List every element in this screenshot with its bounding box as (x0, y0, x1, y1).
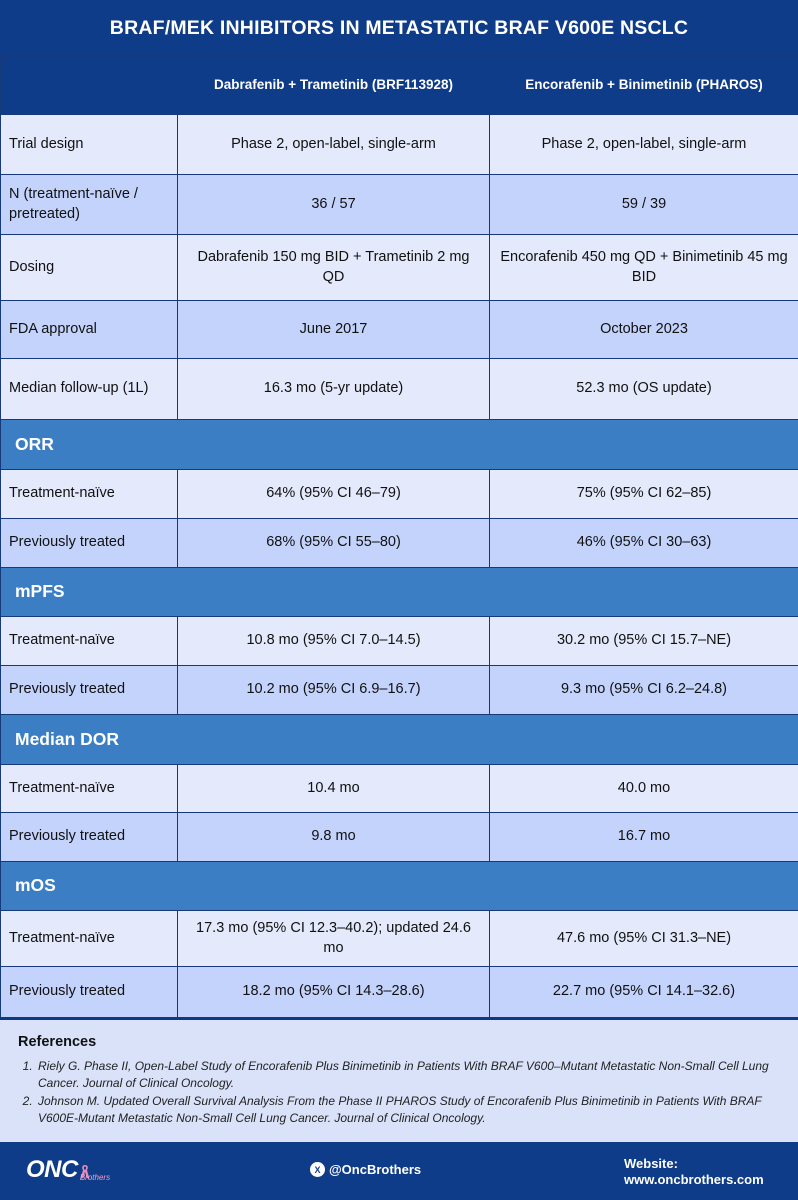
cell-value: Dabrafenib 150 mg BID + Trametinib 2 mg QD (178, 235, 490, 301)
cell-value: 46% (95% CI 30–63) (490, 519, 798, 568)
table-header-row (1, 57, 798, 115)
logo-text: ONC (26, 1156, 78, 1183)
cell-value: 30.2 mo (95% CI 15.7–NE) (490, 617, 798, 666)
cell-value: 10.2 mo (95% CI 6.9–16.7) (178, 666, 490, 715)
row-label: Treatment-naïve (1, 470, 178, 519)
section-header-mpfs (1, 568, 798, 617)
section-title: mOS (1, 862, 798, 911)
cell-value: 47.6 mo (95% CI 31.3–NE) (490, 911, 798, 967)
table-row (1, 967, 798, 1018)
cell-value: 36 / 57 (178, 175, 490, 235)
table-row (1, 765, 798, 813)
cell-value: 16.3 mo (5-yr update) (178, 359, 490, 420)
row-label: Previously treated (1, 519, 178, 568)
row-label: Dosing (1, 235, 178, 301)
table-row (1, 470, 798, 519)
table-row (1, 666, 798, 715)
social-handle-link[interactable] (310, 1162, 421, 1177)
cell-value: 16.7 mo (490, 813, 798, 862)
section-title: mPFS (1, 568, 798, 617)
references-block (0, 1020, 798, 1142)
footer-bar (0, 1142, 798, 1200)
table-row (1, 301, 798, 359)
cell-value: 40.0 mo (490, 765, 798, 813)
cell-value: 52.3 mo (OS update) (490, 359, 798, 420)
table-row (1, 911, 798, 967)
cell-value: 17.3 mo (95% CI 12.3–40.2); updated 24.6 mo (178, 911, 490, 967)
references-list (18, 1058, 780, 1128)
section-title: ORR (1, 420, 798, 470)
references-heading: References (18, 1034, 97, 1050)
section-title: Median DOR (1, 715, 798, 765)
website-link[interactable] (624, 1156, 764, 1189)
section-header-orr (1, 420, 798, 470)
cell-value: October 2023 (490, 301, 798, 359)
cell-value: 9.8 mo (178, 813, 490, 862)
table-row (1, 813, 798, 862)
row-label: Previously treated (1, 967, 178, 1018)
cell-value: 68% (95% CI 55–80) (178, 519, 490, 568)
column-header-encorafenib: Encorafenib + Binimetinib (PHAROS) (490, 57, 798, 115)
cell-value: 9.3 mo (95% CI 6.2–24.8) (490, 666, 798, 715)
logo-subtext: Brothers (79, 1173, 111, 1182)
comparison-table (0, 56, 798, 1018)
reference-item: 1. Riely G. Phase II, Open-Label Study of Encorafenib Plus Binimetinib in Patients With BRAF V600–Mutant Metastatic Non-Small Cell Lung Cancer. Journal of Clinical Oncology. (36, 1058, 780, 1093)
row-label: N (treatment-naïve / pretreated) (1, 175, 178, 235)
column-header-dabrafenib: Dabrafenib + Trametinib (BRF113928) (178, 57, 490, 115)
table-row (1, 359, 798, 420)
social-handle-text: @OncBrothers (329, 1162, 422, 1177)
cell-value: Phase 2, open-label, single-arm (178, 115, 490, 175)
row-label: Trial design (1, 115, 178, 175)
cell-value: 10.4 mo (178, 765, 490, 813)
row-label: Previously treated (1, 813, 178, 862)
header-corner-cell (1, 57, 178, 115)
table-row (1, 519, 798, 568)
row-label: Treatment-naïve (1, 617, 178, 666)
row-label: Treatment-naïve (1, 911, 178, 967)
row-label: Previously treated (1, 666, 178, 715)
website-label: Website: (624, 1156, 678, 1171)
cell-value: 10.8 mo (95% CI 7.0–14.5) (178, 617, 490, 666)
row-label: Treatment-naïve (1, 765, 178, 813)
cell-value: Encorafenib 450 mg QD + Binimetinib 45 mg BID (490, 235, 798, 301)
cell-value: June 2017 (178, 301, 490, 359)
section-header-mos (1, 862, 798, 911)
table-row (1, 617, 798, 666)
cell-value: 59 / 39 (490, 175, 798, 235)
cell-value: 64% (95% CI 46–79) (178, 470, 490, 519)
cell-value: Phase 2, open-label, single-arm (490, 115, 798, 175)
cell-value: 75% (95% CI 62–85) (490, 470, 798, 519)
row-label: FDA approval (1, 301, 178, 359)
section-header-median-dor (1, 715, 798, 765)
row-label: Median follow-up (1L) (1, 359, 178, 420)
cell-value: 22.7 mo (95% CI 14.1–32.6) (490, 967, 798, 1018)
table-row (1, 175, 798, 235)
x-logo-icon: X (310, 1162, 325, 1177)
page-title: BRAF/MEK INHIBITORS IN METASTATIC BRAF V600E NSCLC (0, 0, 798, 56)
website-url: www.oncbrothers.com (624, 1172, 764, 1188)
reference-item: 2. Johnson M. Updated Overall Survival Analysis From the Phase II PHAROS Study of Encorafenib Plus Binimetinib in Patients With BRAF V600E-Mutant Metastatic Non-Small Cell Lung Cancer. Journal of Clinical Oncology. (36, 1093, 780, 1128)
table-row (1, 235, 798, 301)
table-row (1, 115, 798, 175)
onc-brothers-logo[interactable] (26, 1156, 110, 1184)
cell-value: 18.2 mo (95% CI 14.3–28.6) (178, 967, 490, 1018)
